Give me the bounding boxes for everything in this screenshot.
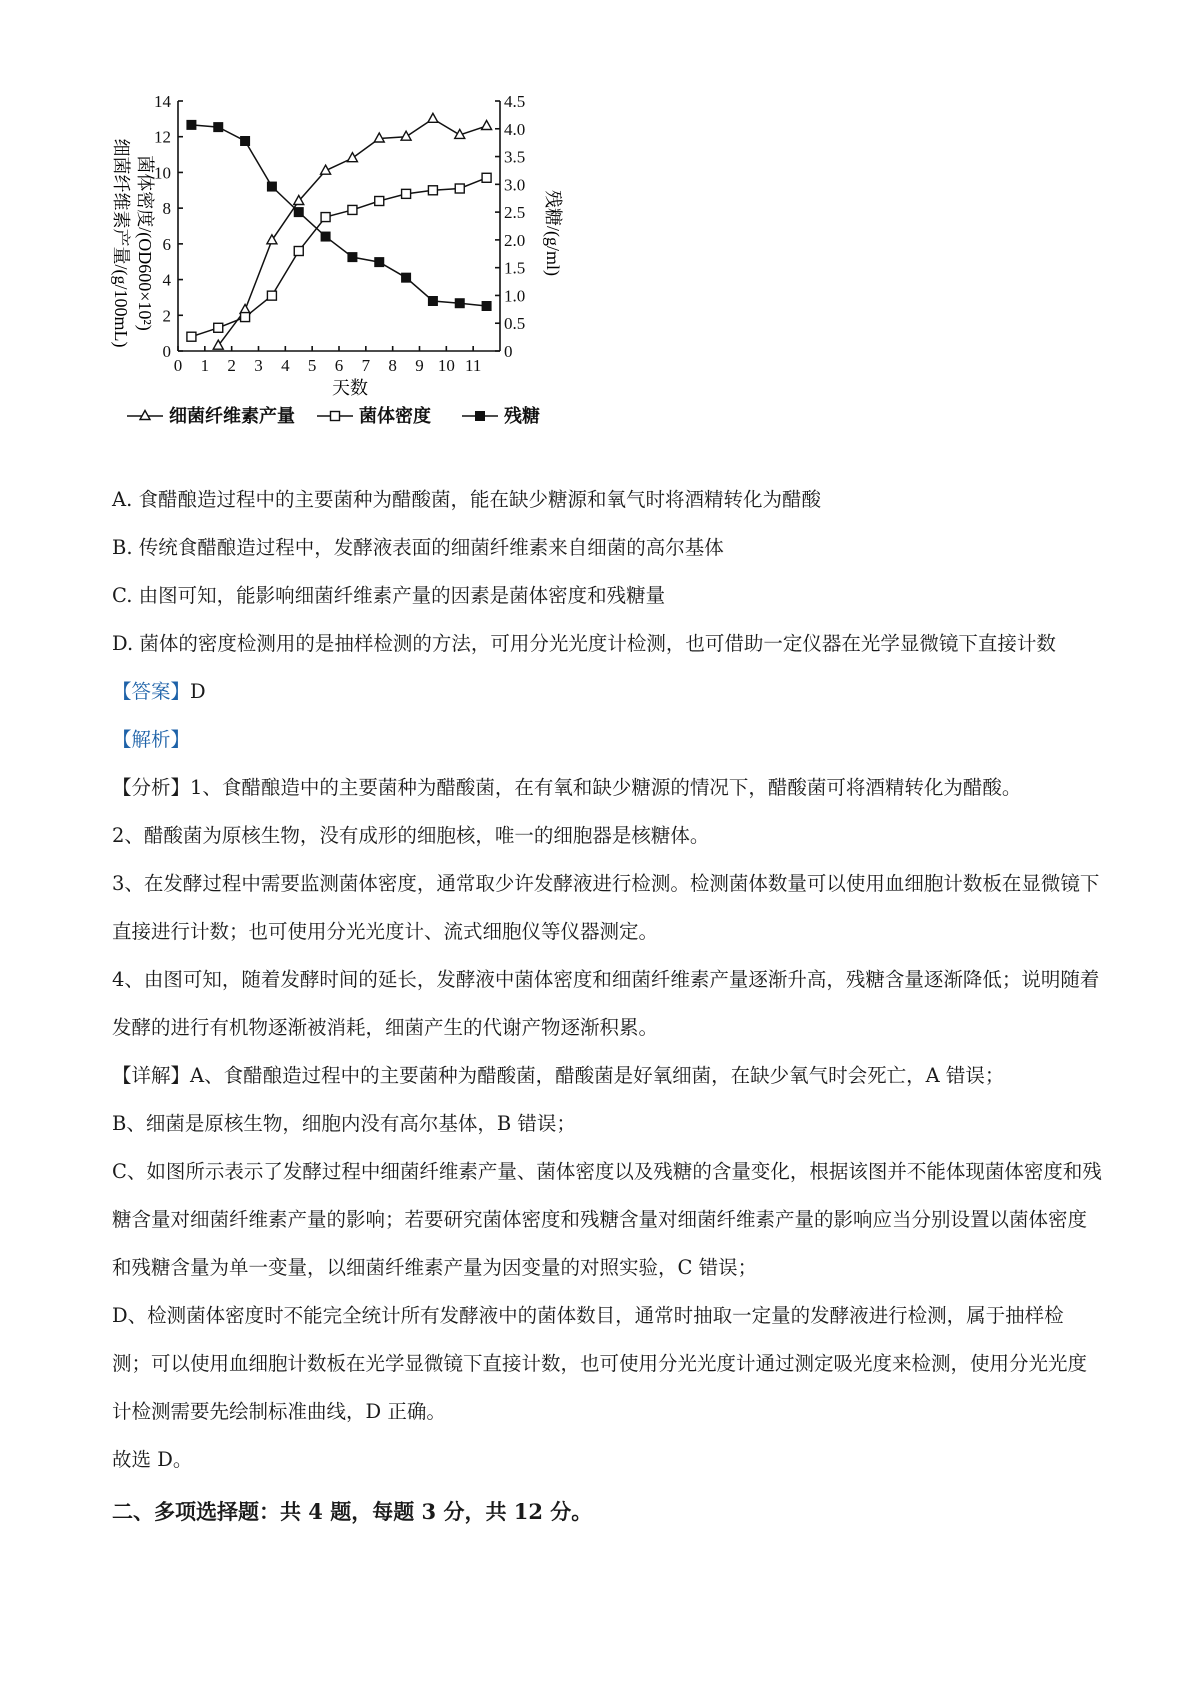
filled-square-point xyxy=(402,273,411,282)
detail-a-text: A、食醋酿造过程中的主要菌种为醋酸菌，醋酸菌是好氧细菌，在缺少氧气时会死亡，A 错误； xyxy=(190,1064,1005,1087)
legend-label: 细菌纤维素产量 xyxy=(169,406,295,426)
detail-a xyxy=(112,1052,1102,1100)
triangle-point xyxy=(140,411,150,420)
option-a: A. 食醋酿造过程中的主要菌种为醋酸菌，能在缺少糖源和氧气时将酒精转化为醋酸 xyxy=(112,488,821,511)
right-tick-label: 4.5 xyxy=(504,92,526,111)
analysis-tag: 【解析】 xyxy=(112,728,191,751)
x-tick-label: 7 xyxy=(361,356,371,375)
filled-square-point xyxy=(214,123,223,132)
triangle-point xyxy=(401,131,411,140)
x-tick-label: 11 xyxy=(464,356,482,375)
filled-square-point xyxy=(321,232,330,241)
left-tick-label: 4 xyxy=(162,270,171,290)
x-tick-label: 5 xyxy=(307,356,317,375)
open-square-point xyxy=(241,313,250,322)
left-tick-label: 14 xyxy=(154,92,171,111)
legend-label: 残糖 xyxy=(504,406,540,426)
series-line xyxy=(191,178,486,337)
triangle-point xyxy=(374,133,384,142)
x-tick-label: 2 xyxy=(227,356,236,375)
open-square-point xyxy=(375,197,384,206)
right-tick-label: 1.5 xyxy=(504,258,526,278)
left-tick-label: 6 xyxy=(162,234,171,254)
filled-square-point xyxy=(428,297,437,306)
chart-x-axis-label: 天数 xyxy=(332,378,368,398)
right-tick-label: 2.0 xyxy=(504,230,526,250)
x-tick-label: 9 xyxy=(415,356,424,375)
left-tick-label: 0 xyxy=(162,342,171,361)
detail-d: D、检测菌体密度时不能完全统计所有发酵液中的菌体数目，通常时抽取一定量的发酵液进行检测，属于抽样检测；可以使用血细胞计数板在光学显微镜下直接计数，也可使用分光光度计通过测定吸光度来检测，使用分光光度计检测需要先绘制标准曲线，D 正确。 xyxy=(112,1304,1088,1423)
analysis-p4: 4、由图可知，随着发酵时间的延长，发酵液中菌体密度和细菌纤维素产量逐渐升高，残糖含量逐渐降低；说明随着发酵的进行有机物逐渐被消耗，细菌产生的代谢产物逐渐积累。 xyxy=(112,968,1100,1039)
triangle-point xyxy=(347,153,357,162)
filled-square-point xyxy=(482,302,491,311)
right-tick-label: 4.0 xyxy=(504,119,526,139)
chart-legend xyxy=(127,405,540,426)
fermentation-chart xyxy=(95,88,575,438)
filled-square-point xyxy=(187,120,196,129)
filled-square-point xyxy=(294,208,303,217)
chart-ticks xyxy=(154,92,525,375)
answer-tag: 【答案】 xyxy=(112,680,191,703)
analysis-heading: 【分析】 xyxy=(112,776,191,799)
left-tick-label: 12 xyxy=(154,127,171,147)
chart-left-axis-label-1: 菌体密度/(OD600×10²) xyxy=(135,155,155,331)
option-c: C. 由图可知，能影响细菌纤维素产量的因素是菌体密度和残糖量 xyxy=(112,584,666,607)
option-d: D. 菌体的密度检测用的是抽样检测的方法，可用分光光度计检测，也可借助一定仪器在光学显微镜下直接计数 xyxy=(112,632,1056,655)
right-tick-label: 3.0 xyxy=(504,175,526,195)
open-square-point xyxy=(428,186,437,195)
chart-series xyxy=(187,113,492,349)
filled-square-point xyxy=(375,258,384,267)
open-square-point xyxy=(294,247,303,256)
right-tick-label: 0 xyxy=(504,342,513,361)
open-square-point xyxy=(348,205,357,214)
analysis-p2: 2、醋酸菌为原核生物，没有成形的细胞核，唯一的细胞器是核糖体。 xyxy=(112,824,710,847)
right-tick-label: 3.5 xyxy=(504,147,526,167)
chart-axes xyxy=(178,101,500,351)
detail-c: C、如图所示表示了发酵过程中细菌纤维素产量、菌体密度以及残糖的含量变化，根据该图并不能体现菌体密度和残糖含量对细菌纤维素产量的影响；若要研究菌体密度和残糖含量对细菌纤维素产量的影响应当分别设置以菌体密度和残糖含量为单一变量，以细菌纤维素产量为因变量的对照实验，C 错误； xyxy=(112,1160,1102,1279)
filled-square-point xyxy=(455,299,464,308)
right-tick-label: 1.0 xyxy=(504,286,526,306)
answer-value: D xyxy=(190,680,206,703)
conclusion: 故选 D。 xyxy=(112,1448,193,1471)
section-heading: 二、多项选择题：共 4 题，每题 3 分，共 12 分。 xyxy=(112,1499,593,1524)
x-tick-label: 0 xyxy=(173,356,183,375)
x-tick-label: 8 xyxy=(388,356,397,375)
filled-square-point xyxy=(476,412,485,421)
detail-heading: 【详解】 xyxy=(112,1064,191,1087)
right-tick-label: 0.5 xyxy=(504,314,526,334)
answer-line xyxy=(112,668,1102,716)
filled-square-point xyxy=(267,182,276,191)
x-tick-label: 4 xyxy=(281,356,290,375)
legend-label: 菌体密度 xyxy=(359,406,431,426)
question-body xyxy=(112,476,1102,1557)
x-tick-label: 3 xyxy=(254,356,263,375)
right-tick-label: 2.5 xyxy=(504,203,526,223)
triangle-point xyxy=(482,121,492,130)
open-square-point xyxy=(267,291,276,300)
x-tick-label: 1 xyxy=(200,356,210,375)
open-square-point xyxy=(331,412,340,421)
analysis-p1-text: 1、食醋酿造中的主要菌种为醋酸菌，在有氧和缺少糖源的情况下，醋酸菌可将酒精转化为醋酸。 xyxy=(190,776,1022,799)
open-square-point xyxy=(187,332,196,341)
left-tick-label: 2 xyxy=(162,306,171,326)
open-square-point xyxy=(482,173,491,182)
option-b: B. 传统食醋酿造过程中，发酵液表面的细菌纤维素来自细菌的高尔基体 xyxy=(112,536,724,559)
x-tick-label: 6 xyxy=(334,356,344,375)
x-tick-label: 10 xyxy=(437,356,455,375)
left-tick-label: 10 xyxy=(154,163,171,183)
left-tick-label: 8 xyxy=(162,199,171,219)
open-square-point xyxy=(455,184,464,193)
filled-square-point xyxy=(348,253,357,262)
open-square-point xyxy=(214,323,223,332)
triangle-point xyxy=(428,113,438,122)
filled-square-point xyxy=(241,137,250,146)
open-square-point xyxy=(321,213,330,222)
chart-left-axis-label-2: 细菌纤维素产量/(g/100mL) xyxy=(111,138,131,348)
analysis-p1 xyxy=(112,764,1102,812)
series-line xyxy=(191,125,486,306)
detail-b: B、细菌是原核生物，细胞内没有高尔基体，B 错误； xyxy=(112,1112,576,1135)
analysis-p3: 3、在发酵过程中需要监测菌体密度，通常取少许发酵液进行检测。检测菌体数量可以使用血细胞计数板在显微镜下直接进行计数；也可使用分光光度计、流式细胞仪等仪器测定。 xyxy=(112,872,1100,943)
chart-right-axis-label: 残糖/(g/ml) xyxy=(543,190,563,276)
open-square-point xyxy=(402,189,411,198)
